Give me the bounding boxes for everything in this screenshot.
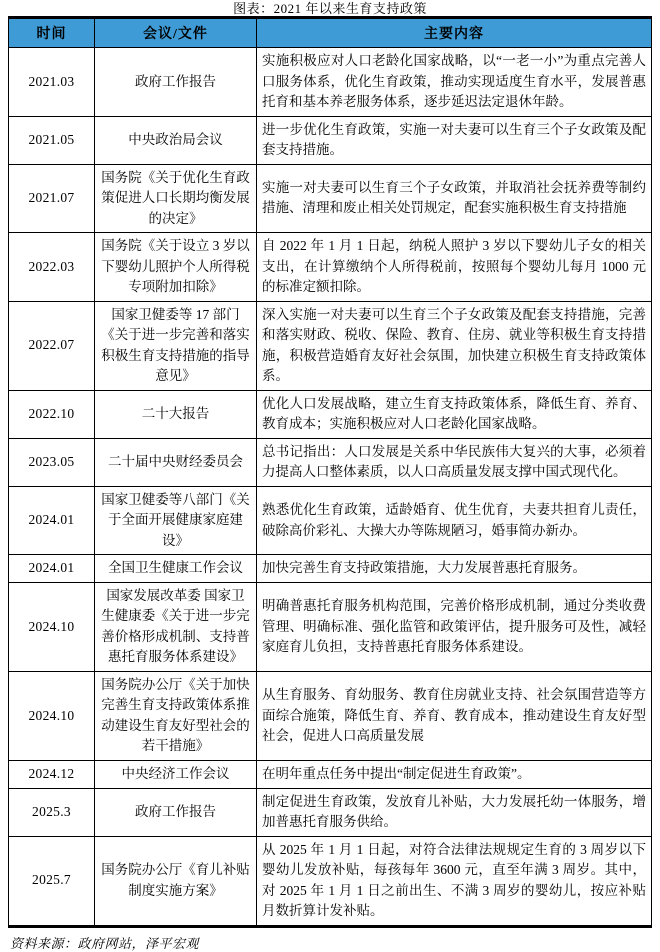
- cell-meeting: 政府工作报告: [95, 788, 257, 836]
- cell-time: 2025.3: [9, 788, 95, 836]
- cell-time: 2023.05: [9, 438, 95, 486]
- cell-meeting: 全国卫生健康工作会议: [95, 555, 257, 583]
- page-title: 图表：2021 年以来生育支持政策: [233, 1, 427, 16]
- cell-meeting: 国务院《关于设立 3 岁以下婴幼儿照护个人所得税专项附加扣除》: [95, 233, 257, 302]
- table-row: [9, 390, 652, 438]
- cell-meeting: 二十届中央财经委员会: [95, 438, 257, 486]
- table-row: [9, 116, 652, 164]
- cell-content: 优化人口发展战略，建立生育支持政策体系，降低生育、养育、教育成本；实施积极应对人口老龄化国家战略。: [257, 390, 652, 438]
- cell-time: 2024.01: [9, 555, 95, 583]
- table-row: [9, 233, 652, 302]
- cell-meeting: 中央政治局会议: [95, 116, 257, 164]
- column-header-meeting: 会议/文件: [95, 18, 257, 48]
- table-row: [9, 486, 652, 555]
- cell-meeting: 中央经济工作会议: [95, 760, 257, 788]
- cell-content: 从 2025 年 1 月 1 日起，对符合法律法规规定生育的 3 周岁以下婴幼儿发放补贴，每孩每年 3600 元，直至年满 3 周岁。其中，对 2025 年 1 月 1 日之前出生、不满 3 周岁的婴幼儿，按应补贴月数折算计发补贴。: [257, 836, 652, 926]
- cell-time: 2024.10: [9, 582, 95, 671]
- header-row: [9, 18, 652, 48]
- cell-meeting: 国务院办公厅《育儿补贴制度实施方案》: [95, 836, 257, 926]
- cell-time: 2022.07: [9, 301, 95, 390]
- table-body: [9, 48, 652, 927]
- table-row: [9, 164, 652, 233]
- cell-meeting: 二十大报告: [95, 390, 257, 438]
- source-note: 资料来源：政府网站，泽平宏观: [10, 935, 200, 951]
- cell-meeting: 政府工作报告: [95, 48, 257, 117]
- cell-meeting: 国务院办公厅《关于加快完善生育支持政策体系推动建设生育友好型社会的若干措施》: [95, 671, 257, 760]
- cell-content: 在明年重点任务中提出“制定促进生育政策”。: [257, 760, 652, 788]
- cell-time: 2022.10: [9, 390, 95, 438]
- cell-time: 2021.07: [9, 164, 95, 233]
- cell-meeting: 国家发展改革委 国家卫生健康委《关于进一步完善价格形成机制、支持普惠托育服务体系建设》: [95, 582, 257, 671]
- cell-content: 制定促进生育政策，发放育儿补贴，大力发展托幼一体服务，增加普惠托育服务供给。: [257, 788, 652, 836]
- cell-content: 自 2022 年 1 月 1 日起，纳税人照护 3 岁以下婴幼儿子女的相关支出，在计算缴纳个人所得税前，按照每个婴幼儿每月 1000 元的标准定额扣除。: [257, 233, 652, 302]
- cell-time: 2021.03: [9, 48, 95, 117]
- table-row: [9, 760, 652, 788]
- cell-content: 加快完善生育支持政策措施，大力发展普惠托育服务。: [257, 555, 652, 583]
- cell-meeting: 国务院《关于优化生育政策促进人口长期均衡发展的决定》: [95, 164, 257, 233]
- cell-content: 实施积极应对人口老龄化国家战略，以“一老一小”为重点完善人口服务体系，优化生育政策，推动实现适度生育水平，发展普惠托育和基本养老服务体系，逐步延迟法定退休年龄。: [257, 48, 652, 117]
- table-header: [9, 18, 652, 48]
- cell-content: 深入实施一对夫妻可以生育三个子女政策及配套支持措施，完善和落实财政、税收、保险、教育、住房、就业等积极生育支持措施，积极营造婚育友好社会氛围，加快建立积极生育支持政策体系。: [257, 301, 652, 390]
- cell-content: 实施一对夫妻可以生育三个子女政策，并取消社会抚养费等制约措施、清理和废止相关处罚规定，配套实施积极生育支持措施: [257, 164, 652, 233]
- policy-table: [8, 16, 652, 928]
- cell-time: 2024.10: [9, 671, 95, 760]
- cell-content: 进一步优化生育政策，实施一对夫妻可以生育三个子女政策及配套支持措施。: [257, 116, 652, 164]
- cell-time: 2025.7: [9, 836, 95, 926]
- cell-content: 明确普惠托育服务机构范围，完善价格形成机制，通过分类收费管理、明确标准、强化监管和政策评估，提升服务可及性，减轻家庭育儿负担，支持普惠托育服务体系建设。: [257, 582, 652, 671]
- column-header-time: 时间: [9, 18, 95, 48]
- cell-content: 总书记指出：人口发展是关系中华民族伟大复兴的大事，必须着力提高人口整体素质，以人口高质量发展支撑中国式现代化。: [257, 438, 652, 486]
- cell-content: 熟悉优化生育政策，适龄婚育、优生优育，夫妻共担育儿责任，破除高价彩礼、大操大办等陈规陋习，婚事简办新办。: [257, 486, 652, 555]
- cell-time: 2024.01: [9, 486, 95, 555]
- table-row: [9, 788, 652, 836]
- table-row: [9, 836, 652, 926]
- table-row: [9, 671, 652, 760]
- cell-meeting: 国家卫健委等 17 部门《关于进一步完善和落实积极生育支持措施的指导意见》: [95, 301, 257, 390]
- column-header-content: 主要内容: [257, 18, 652, 48]
- table-row: [9, 582, 652, 671]
- cell-time: 2022.03: [9, 233, 95, 302]
- table-row: [9, 438, 652, 486]
- table-row: [9, 48, 652, 117]
- table-row: [9, 301, 652, 390]
- cell-meeting: 国家卫健委等八部门《关于全面开展健康家庭建设》: [95, 486, 257, 555]
- cell-content: 从生育服务、育幼服务、教育住房就业支持、社会氛围营造等方面综合施策，降低生育、养育、教育成本，推动建设生育友好型社会，促进人口高质量发展: [257, 671, 652, 760]
- cell-time: 2024.12: [9, 760, 95, 788]
- table-row: [9, 555, 652, 583]
- cell-time: 2021.05: [9, 116, 95, 164]
